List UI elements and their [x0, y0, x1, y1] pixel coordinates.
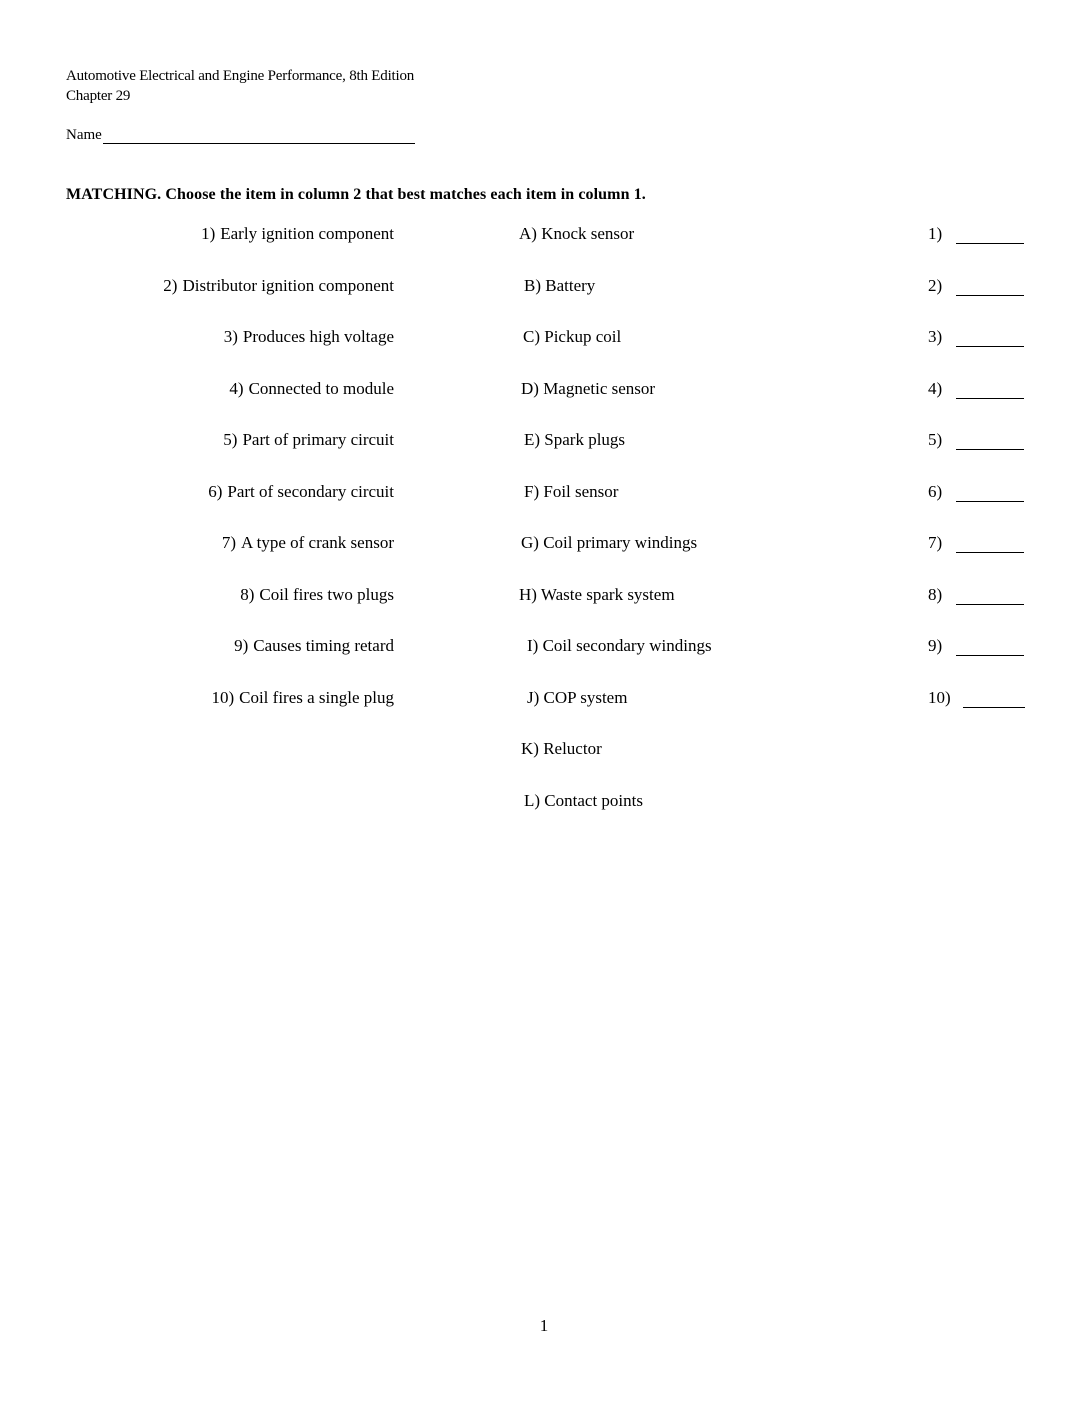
item-number: 8) [240, 585, 255, 604]
item-text: Causes timing retard [253, 636, 394, 655]
column1-item [163, 276, 394, 296]
answer-row [928, 688, 951, 708]
document-title: Automotive Electrical and Engine Performance, 8th Edition [66, 68, 415, 84]
answer-row [928, 379, 942, 399]
column2-choice: A) Knock sensor [519, 224, 635, 243]
answer-blank[interactable] [956, 224, 1024, 244]
answer-row [928, 636, 942, 656]
column1-item [223, 430, 394, 450]
answer-number: 6) [928, 482, 943, 501]
item-number: 3) [223, 327, 238, 346]
column2-choice: D) Magnetic sensor [521, 379, 656, 398]
item-text: Coil fires a single plug [239, 688, 394, 707]
item-text: Produces high voltage [242, 327, 394, 346]
answer-number: 9) [928, 636, 943, 655]
column2-choice: F) Foil sensor [524, 482, 619, 501]
matching-instructions: MATCHING. Choose the item in column 2 that best matches each item in column 1. [66, 186, 646, 203]
column1-item [224, 327, 394, 347]
answer-number: 5) [928, 430, 943, 449]
answer-number: 4) [928, 379, 943, 398]
item-text: Early ignition component [220, 224, 394, 243]
column1-item [234, 636, 394, 656]
answer-number: 10) [928, 688, 951, 707]
column1-item [222, 533, 394, 553]
answer-blank[interactable] [956, 276, 1024, 296]
name-field-row [66, 126, 415, 144]
answer-row [928, 224, 942, 244]
column2-choice: I) Coil secondary windings [527, 636, 712, 655]
answer-blank[interactable] [956, 482, 1024, 502]
name-blank[interactable] [103, 126, 415, 144]
answer-number: 8) [928, 585, 943, 604]
answer-row [928, 482, 942, 502]
column2-choice: C) Pickup coil [523, 327, 622, 346]
answer-blank[interactable] [956, 636, 1024, 656]
answer-blank[interactable] [956, 430, 1024, 450]
column1-item [201, 224, 394, 244]
item-text: Connected to module [248, 379, 394, 398]
answer-number: 3) [928, 327, 943, 346]
item-text: Distributor ignition component [182, 276, 394, 295]
item-number: 2) [163, 276, 178, 295]
answer-number: 1) [928, 224, 943, 243]
item-number: 7) [221, 533, 237, 552]
item-number: 9) [234, 636, 249, 655]
answer-blank[interactable] [956, 533, 1024, 553]
column2-choice: G) Coil primary windings [521, 533, 698, 552]
answer-row [928, 327, 942, 347]
column1-item [208, 482, 394, 502]
column1-item [240, 585, 394, 605]
page-number: 1 [539, 1316, 549, 1335]
item-number: 10) [211, 688, 235, 707]
answer-row [928, 276, 942, 296]
column2-choice: E) Spark plugs [524, 430, 626, 449]
answer-row [928, 430, 942, 450]
answer-number: 2) [928, 276, 943, 295]
answer-row [928, 585, 942, 605]
item-number: 5) [223, 430, 238, 449]
item-number: 6) [208, 482, 223, 501]
answer-blank[interactable] [956, 327, 1024, 347]
chapter-label: Chapter 29 [66, 88, 131, 104]
item-text: Part of secondary circuit [227, 482, 394, 501]
column1-item [211, 688, 394, 708]
item-text: A type of crank sensor [241, 533, 394, 552]
column2-choice: J) COP system [527, 688, 628, 707]
column2-choice: K) Reluctor [521, 739, 602, 758]
answer-number: 7) [928, 533, 943, 552]
column1-item [229, 379, 394, 399]
item-number: 1) [201, 224, 216, 243]
name-label: Name [66, 127, 102, 143]
item-text: Part of primary circuit [242, 430, 394, 449]
answer-row [928, 533, 942, 553]
answer-blank[interactable] [963, 688, 1025, 708]
answer-blank[interactable] [956, 379, 1024, 399]
item-number: 4) [229, 379, 244, 398]
column2-choice: H) Waste spark system [519, 585, 675, 604]
answer-blank[interactable] [956, 585, 1024, 605]
item-text: Coil fires two plugs [259, 585, 394, 604]
column2-choice: L) Contact points [524, 791, 643, 810]
column2-choice: B) Battery [524, 276, 596, 295]
